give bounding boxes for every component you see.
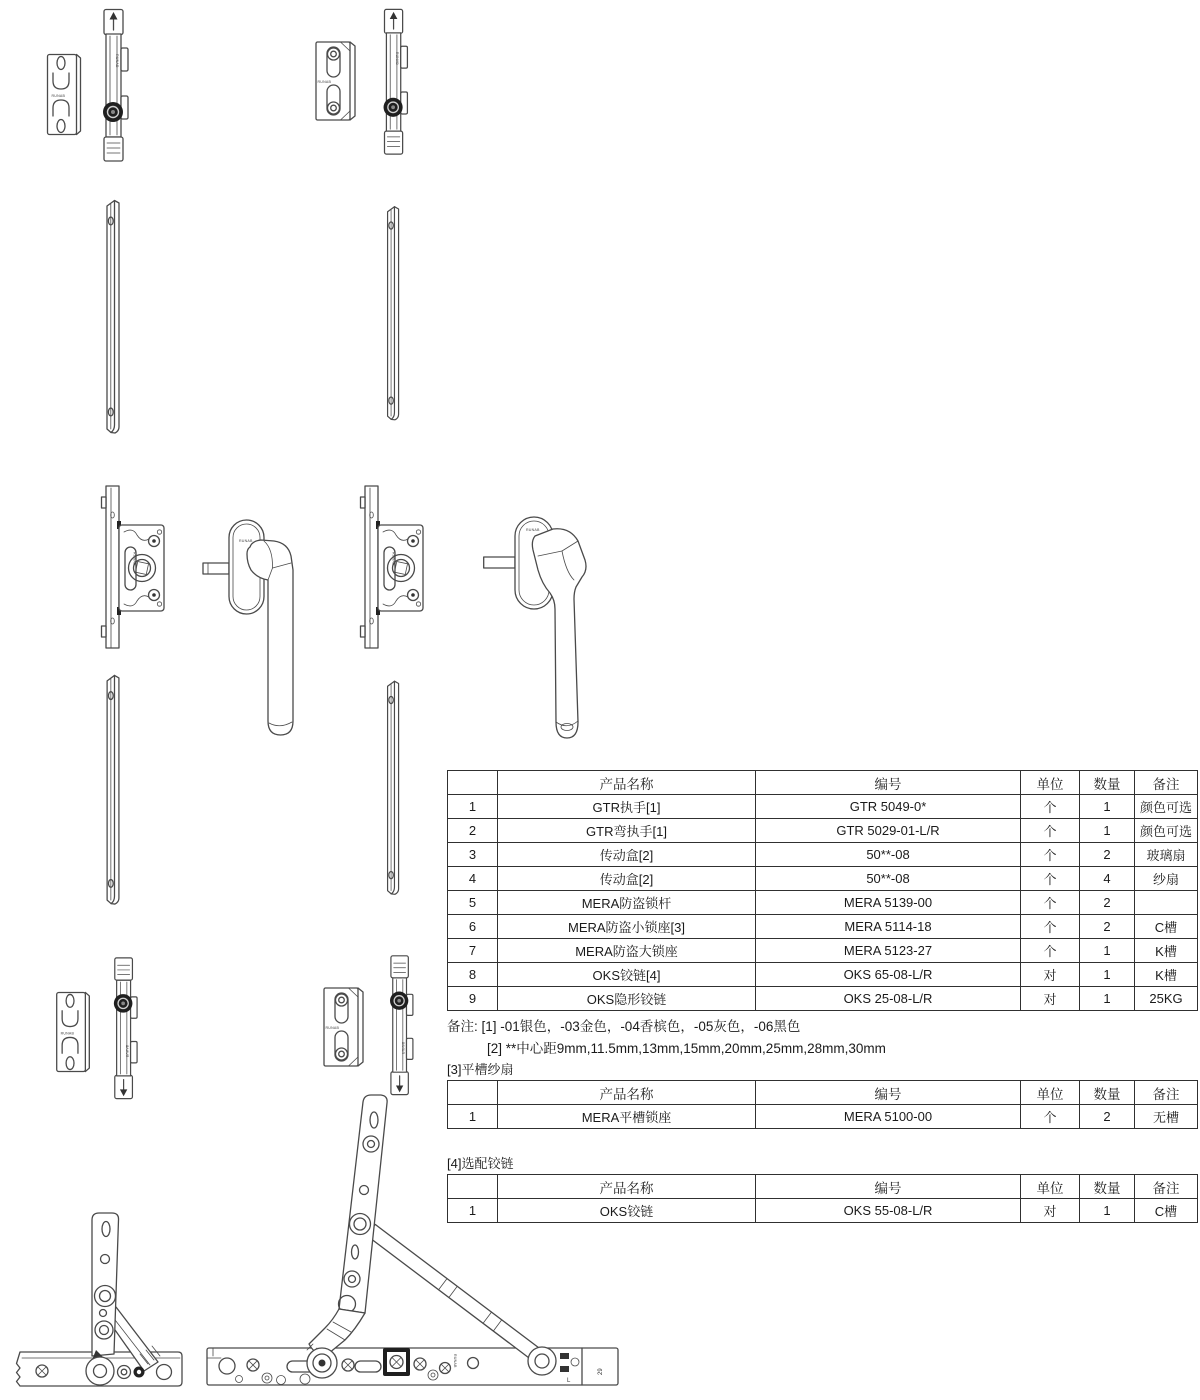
cell-note: 25KG — [1135, 987, 1198, 1011]
cell-qty: 1 — [1080, 987, 1135, 1011]
cell-unit: 对 — [1021, 1199, 1080, 1223]
cell-unit: 个 — [1021, 819, 1080, 843]
cell-note: 颜色可选 — [1135, 795, 1198, 819]
header-unit: 单位 — [1021, 771, 1080, 795]
cell-qty: 2 — [1080, 891, 1135, 915]
drawing-face-strip-3 — [102, 672, 126, 908]
drawing-face-strip-2 — [383, 195, 405, 432]
cell-qty: 1 — [1080, 963, 1135, 987]
cell-unit: 个 — [1021, 1105, 1080, 1129]
cell-index: 6 — [448, 915, 498, 939]
cell-code: GTR 5049-0* — [756, 795, 1021, 819]
header-name: 产品名称 — [498, 771, 756, 795]
header-code: 编号 — [756, 1175, 1021, 1199]
cell-name: GTR执手[1] — [498, 795, 756, 819]
cell-unit: 个 — [1021, 843, 1080, 867]
cell-code: OKS 65-08-L/R — [756, 963, 1021, 987]
cell-code: MERA 5139-00 — [756, 891, 1021, 915]
cell-unit: 个 — [1021, 867, 1080, 891]
cell-note: 无槽 — [1135, 1105, 1198, 1129]
orientation-mark: L — [567, 1378, 571, 1384]
cell-name: 传动盒[2] — [498, 867, 756, 891]
cell-index: 1 — [448, 1105, 498, 1129]
cell-note: 颜色可选 — [1135, 819, 1198, 843]
drawing-gearbox-2 — [359, 484, 425, 652]
header-index — [448, 771, 498, 795]
table-row — [448, 915, 1198, 939]
optional-hinge-table — [447, 1174, 1198, 1223]
cell-index: 4 — [448, 867, 498, 891]
cell-index: 5 — [448, 891, 498, 915]
cell-index: 1 — [448, 795, 498, 819]
table-row — [448, 843, 1198, 867]
drawing-face-strip-4 — [383, 670, 405, 906]
header-name: 产品名称 — [498, 1175, 756, 1199]
header-index — [448, 1081, 498, 1105]
cell-name: GTR弯执手[1] — [498, 819, 756, 843]
cell-index: 7 — [448, 939, 498, 963]
cell-code: 50**-08 — [756, 867, 1021, 891]
table-row — [448, 987, 1198, 1011]
header-unit: 单位 — [1021, 1175, 1080, 1199]
cell-note: C槽 — [1135, 915, 1198, 939]
header-name: 产品名称 — [498, 1081, 756, 1105]
notes-label: 备注: — [447, 1019, 478, 1034]
note-line-1: 备注: [1] -01银色，-03金色，-04香槟色，-05灰色，-06黑色 — [447, 1019, 801, 1034]
cell-unit: 个 — [1021, 939, 1080, 963]
header-qty: 数量 — [1080, 1081, 1135, 1105]
cell-name: OKS铰链 — [498, 1199, 756, 1223]
cell-qty: 2 — [1080, 915, 1135, 939]
drawing-lock-bar-3 — [104, 956, 146, 1100]
table-row — [448, 795, 1198, 819]
header-row — [448, 1081, 1198, 1105]
drawing-handle-straight — [200, 516, 298, 744]
header-note: 备注 — [1135, 771, 1198, 795]
cell-name: MERA防盗大锁座 — [498, 939, 756, 963]
cell-unit: 对 — [1021, 987, 1080, 1011]
cell-index: 2 — [448, 819, 498, 843]
note-line-2: [2] **中心距9mm,11.5mm,13mm,15mm,20mm,25mm,28mm,30mm — [487, 1040, 886, 1056]
cell-unit: 对 — [1021, 963, 1080, 987]
cell-note: K槽 — [1135, 939, 1198, 963]
cell-code: 50**-08 — [756, 843, 1021, 867]
cell-qty: 1 — [1080, 795, 1135, 819]
cell-code: GTR 5029-01-L/R — [756, 819, 1021, 843]
header-index — [448, 1175, 498, 1199]
cell-qty: 1 — [1080, 939, 1135, 963]
cell-note: 纱扇 — [1135, 867, 1198, 891]
table-row — [448, 1105, 1198, 1129]
cell-name: OKS铰链[4] — [498, 963, 756, 987]
screen-sash-table — [447, 1080, 1198, 1129]
drawing-gearbox-1 — [100, 484, 166, 652]
drawing-lock-bar-2 — [374, 8, 416, 156]
parts-table — [447, 770, 1198, 1011]
table-row — [448, 1199, 1198, 1223]
cell-name: MERA防盗小锁座[3] — [498, 915, 756, 939]
table-row — [448, 819, 1198, 843]
cell-qty: 1 — [1080, 1199, 1135, 1223]
cell-code: OKS 25-08-L/R — [756, 987, 1021, 1011]
drawing-lock-bar-1 — [94, 8, 136, 163]
notes-block — [447, 1016, 886, 1059]
header-note: 备注 — [1135, 1081, 1198, 1105]
cell-code: MERA 5123-27 — [756, 939, 1021, 963]
cell-note — [1135, 891, 1198, 915]
brand-text: RUNAB — [526, 528, 540, 532]
hinge-tall-arm — [339, 1095, 387, 1313]
cell-qty: 2 — [1080, 1105, 1135, 1129]
header-code: 编号 — [756, 771, 1021, 795]
table-row — [448, 939, 1198, 963]
cell-note: 玻璃扇 — [1135, 843, 1198, 867]
drawing-keeper-plate-1 — [46, 52, 84, 137]
cell-name: MERA防盗锁杆 — [498, 891, 756, 915]
header-row — [448, 1175, 1198, 1199]
cell-code: OKS 55-08-L/R — [756, 1199, 1021, 1223]
table-row — [448, 891, 1198, 915]
cell-name: OKS隐形铰链 — [498, 987, 756, 1011]
header-qty: 数量 — [1080, 1175, 1135, 1199]
cell-code: MERA 5100-00 — [756, 1105, 1021, 1129]
cell-qty: 1 — [1080, 819, 1135, 843]
brand-text: RUNAB — [453, 1354, 457, 1368]
drawing-keeper-plate-3 — [55, 990, 93, 1074]
header-qty: 数量 — [1080, 771, 1135, 795]
header-note: 备注 — [1135, 1175, 1198, 1199]
cell-unit: 个 — [1021, 795, 1080, 819]
table-row — [448, 963, 1198, 987]
header-code: 编号 — [756, 1081, 1021, 1105]
cell-name: MERA平槽锁座 — [498, 1105, 756, 1129]
header-row — [448, 771, 1198, 795]
drawing-lock-bar-4 — [380, 954, 422, 1096]
cell-unit: 个 — [1021, 891, 1080, 915]
drawing-hinge-small — [12, 1204, 197, 1394]
size-mark: 29 — [598, 1368, 604, 1375]
drawing-face-strip-1 — [102, 197, 126, 437]
drawing-keeper-plate-2 — [314, 40, 358, 122]
table-row — [448, 867, 1198, 891]
cell-unit: 个 — [1021, 915, 1080, 939]
cell-note: K槽 — [1135, 963, 1198, 987]
cell-note: C槽 — [1135, 1199, 1198, 1223]
section3-title: [3]平槽纱扇 — [447, 1062, 514, 1077]
cell-index: 8 — [448, 963, 498, 987]
cell-index: 1 — [448, 1199, 498, 1223]
brand-text: RUNAB — [239, 539, 253, 543]
cell-qty: 4 — [1080, 867, 1135, 891]
drawing-keeper-plate-4 — [322, 986, 366, 1068]
cell-name: 传动盒[2] — [498, 843, 756, 867]
header-unit: 单位 — [1021, 1081, 1080, 1105]
cell-index: 9 — [448, 987, 498, 1011]
cell-code: MERA 5114-18 — [756, 915, 1021, 939]
cell-qty: 2 — [1080, 843, 1135, 867]
drawing-handle-bent — [483, 514, 588, 747]
hinge-diagonal-arm — [367, 1224, 546, 1364]
cell-index: 3 — [448, 843, 498, 867]
section4-title: [4]选配铰链 — [447, 1156, 514, 1171]
